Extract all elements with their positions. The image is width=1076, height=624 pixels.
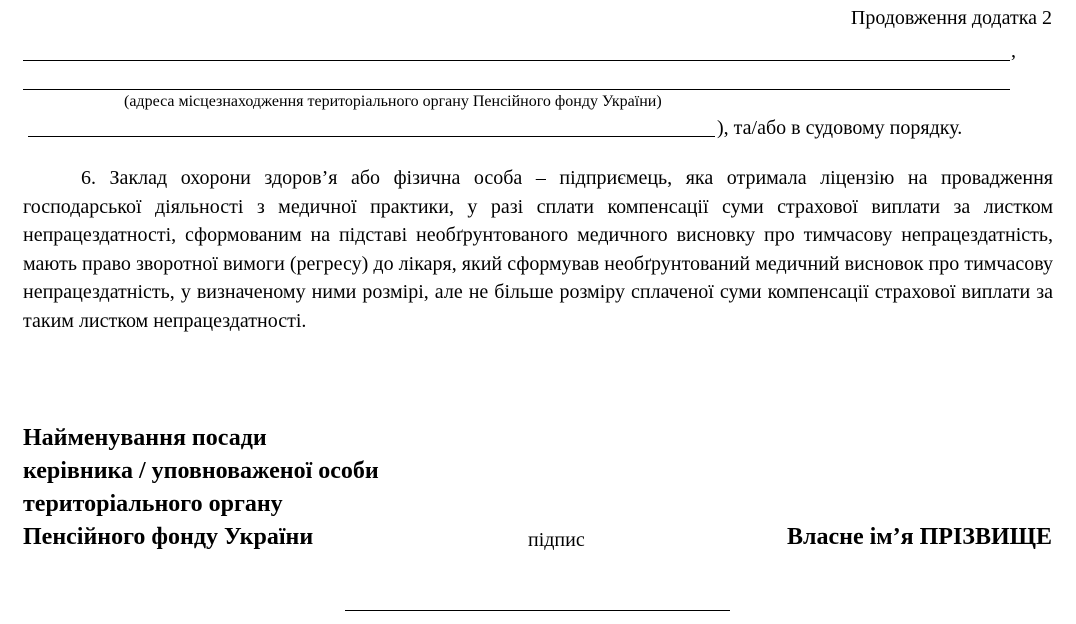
address-line-2 — [23, 89, 1010, 90]
court-blank-line — [28, 136, 715, 137]
paragraph-6: 6. Заклад охорони здоров’я або фізична особа – підприємець, яка отримала ліцензію на провадження господарської діяльності з медичної практики, у разі сплати компенсації суми страхової виплати за листком непрацездатності, сформованим на підставі необґрунтованого медичного висновку про тимчасову непрацездатність, мають право зворотної вимоги (регресу) до лікаря, який сформував необґрунтований медичний висновок про тимчасову непрацездатність, у визначеному ними розмірі, але не більше розміру сплаченої суми компенсації страхової виплати за таким листком непрацездатності. — [23, 167, 1053, 332]
continuation-label: Продовження додатка 2 — [850, 7, 1052, 29]
address-line-1-comma: , — [1011, 40, 1016, 62]
court-procedure-text: ), та/або в судовому порядку. — [717, 117, 963, 139]
position-line: керівника / уповноваженої особи — [23, 458, 379, 484]
signature-label: підпис — [528, 529, 585, 551]
position-line: територіального органу — [23, 491, 283, 517]
signer-name: Власне ім’я ПРІЗВИЩЕ — [787, 524, 1052, 550]
address-caption: (адреса місцезнаходження територіального органу Пенсійного фонду України) — [124, 93, 662, 110]
position-line: Найменування посади — [23, 425, 267, 451]
position-line: Пенсійного фонду України — [23, 524, 314, 550]
address-line-1 — [23, 60, 1010, 61]
bottom-separator-line — [345, 610, 730, 611]
position-title — [23, 422, 379, 554]
